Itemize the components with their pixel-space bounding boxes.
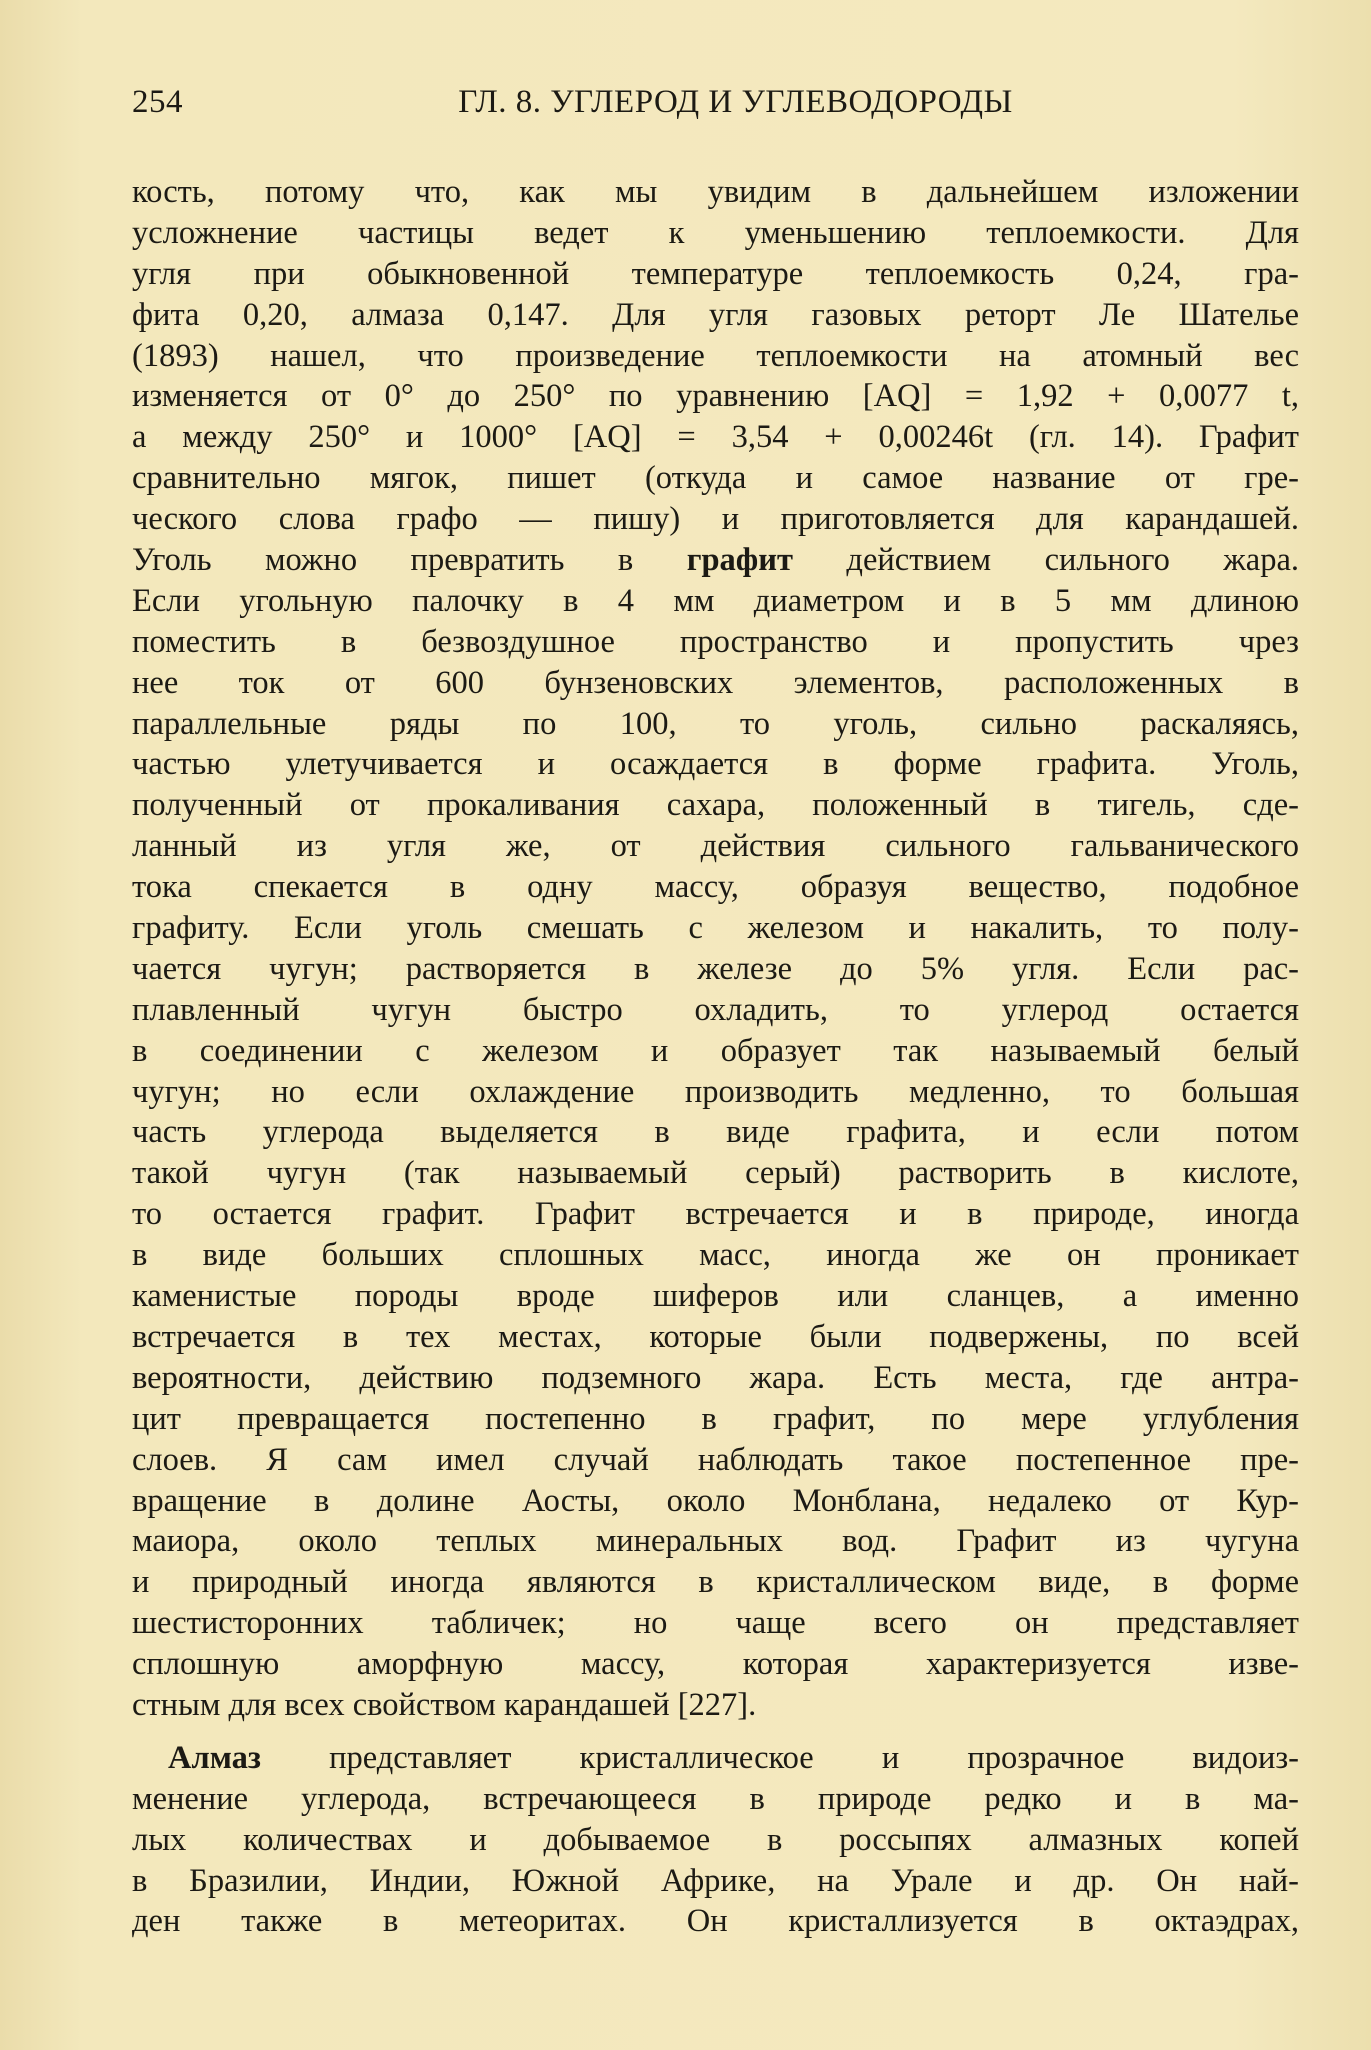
text-line: (1893) нашел, что произведение теплоемкости на атомный вес xyxy=(132,337,1299,374)
text-line: изменяется от 0° до 250° по уравнению [AQ] = 1,92 + 0,0077 t, xyxy=(132,378,1299,415)
text-line: фита 0,20, алмаза 0,147. Для угля газовых реторт Ле Шателье xyxy=(132,296,1299,333)
text-line: ден также в метеоритах. Он кристаллизуется в октаэдрах, xyxy=(132,1903,1299,1940)
text-line: полученный от прокаливания сахара, положенный в тигель, сде- xyxy=(132,787,1299,824)
text-line: ческого слова графо — пишу) и приготовляется для карандашей. xyxy=(132,501,1299,538)
text-line: параллельные ряды по 100, то уголь, сильно раскаляясь, xyxy=(132,705,1299,742)
running-head: ГЛ. 8. УГЛЕРОД И УГЛЕВОДОРОДЫ xyxy=(458,84,1013,120)
text-line: то остается графит. Графит встречается и в природе, иногда xyxy=(132,1196,1299,1233)
text-line: тока спекается в одну массу, образуя вещество, подобное xyxy=(132,869,1299,906)
text-line: маиора, около теплых минеральных вод. Графит из чугуна xyxy=(132,1523,1299,1560)
text-line: плавленный чугун быстро охладить, то углерод остается xyxy=(132,991,1299,1028)
text-line: в Бразилии, Индии, Южной Африке, на Урале и др. Он най- xyxy=(132,1862,1299,1899)
text-line: чугун; но если охлаждение производить медленно, то большая xyxy=(132,1073,1299,1110)
text-line: нее ток от 600 бунзеновских элементов, расположенных в xyxy=(132,664,1299,701)
text-line: графиту. Если уголь смешать с железом и накалить, то полу- xyxy=(132,910,1299,947)
paragraph-graphite xyxy=(132,172,1299,1726)
text-line: слоев. Я сам имел случай наблюдать такое постепенное пре- xyxy=(132,1441,1299,1478)
text-line: стным для всех свойством карандашей [227]. xyxy=(132,1686,757,1723)
text-line: Уголь можно превратить в графит действием сильного жара. xyxy=(132,542,1299,579)
text-line: и природный иногда являются в кристаллическом виде, в форме xyxy=(132,1564,1299,1601)
text-line: такой чугун (так называемый серый) растворить в кислоте, xyxy=(132,1155,1299,1192)
text-line: встречается в тех местах, которые были подвержены, по всей xyxy=(132,1318,1299,1355)
text-line: Алмаз представляет кристаллическое и прозрачное видоиз- xyxy=(168,1739,1299,1776)
text-line: Если угольную палочку в 4 мм диаметром и в 5 мм длиною xyxy=(132,582,1299,619)
text-line: частью улетучивается и осаждается в форме графита. Уголь, xyxy=(132,746,1299,783)
text-line: поместить в безвоздушное пространство и пропустить чрез xyxy=(132,623,1299,660)
text-line: менение углерода, встречающееся в природе редко и в ма- xyxy=(132,1780,1299,1817)
text-line: сплошную аморфную массу, которая характеризуется изве- xyxy=(132,1646,1299,1683)
page-number: 254 xyxy=(132,84,183,120)
text-line: усложнение частицы ведет к уменьшению теплоемкости. Для xyxy=(132,214,1299,251)
text-line: ланный из угля же, от действия сильного гальванического xyxy=(132,828,1299,865)
paragraph-diamond xyxy=(132,1738,1299,1942)
text-line: в соединении с железом и образует так называемый белый xyxy=(132,1032,1299,1069)
body-text xyxy=(132,172,1299,1942)
text-line: в виде больших сплошных масс, иногда же он проникает xyxy=(132,1237,1299,1274)
text-line: угля при обыкновенной температуре теплоемкость 0,24, гра- xyxy=(132,255,1299,292)
text-line: чается чугун; растворяется в железе до 5% угля. Если рас- xyxy=(132,950,1299,987)
text-line: цит превращается постепенно в графит, по мере углубления xyxy=(132,1400,1299,1437)
text-line: вращение в долине Аосты, около Монблана, недалеко от Кур- xyxy=(132,1482,1299,1519)
text-line: кость, потому что, как мы увидим в дальнейшем изложении xyxy=(132,174,1299,210)
text-line: вероятности, действию подземного жара. Есть места, где антра- xyxy=(132,1359,1299,1396)
text-line: каменистые породы вроде шиферов или сланцев, а именно xyxy=(132,1278,1299,1315)
page-header xyxy=(132,84,1299,134)
text-line: лых количествах и добываемое в россыпях алмазных копей xyxy=(132,1821,1299,1858)
text-line: шестисторонних табличек; но чаще всего он представляет xyxy=(132,1605,1299,1642)
text-line: сравнительно мягок, пишет (откуда и самое название от гре- xyxy=(132,460,1299,497)
text-line: а между 250° и 1000° [AQ] = 3,54 + 0,00246t (гл. 14). Графит xyxy=(132,419,1299,456)
text-line: часть углерода выделяется в виде графита, и если потом xyxy=(132,1114,1299,1151)
